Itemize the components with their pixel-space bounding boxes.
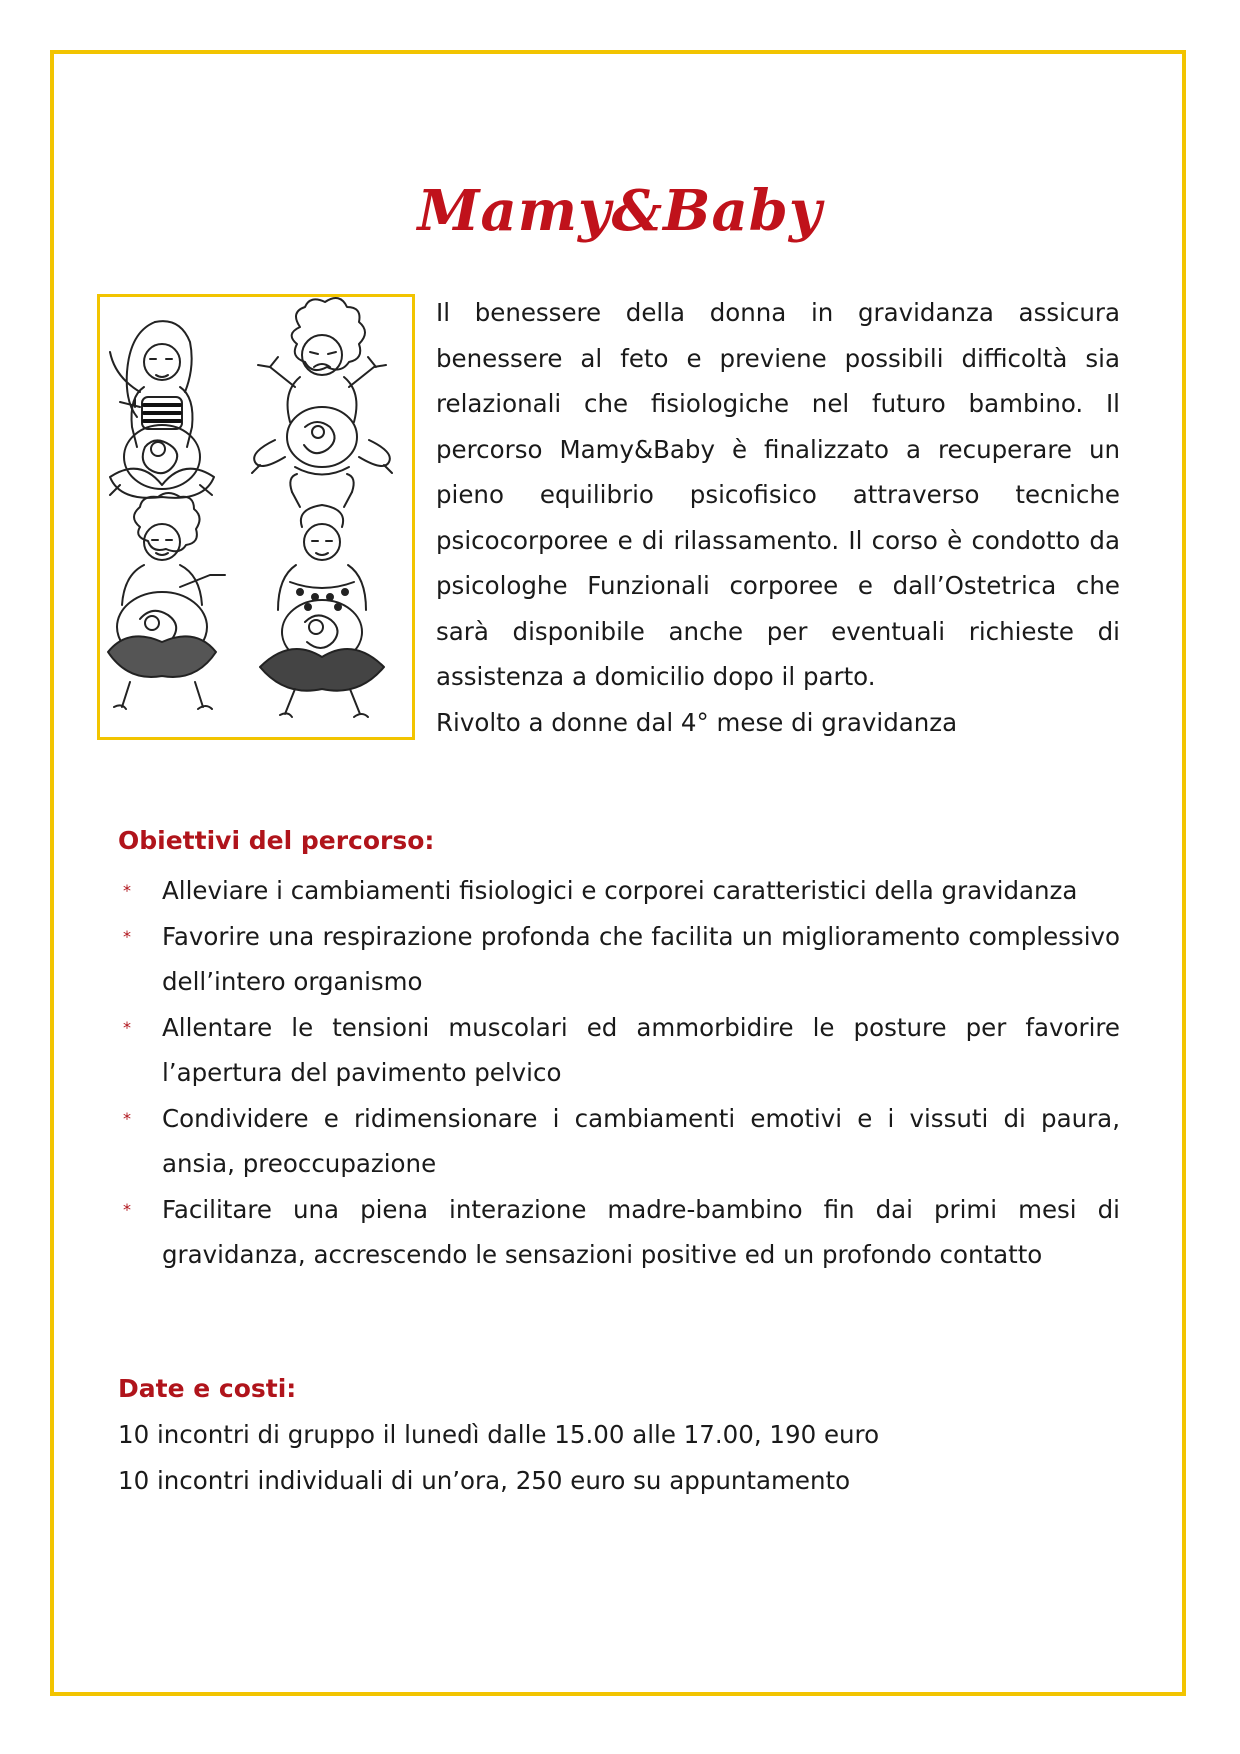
target-audience: Rivolto a donne dal 4° mese di gravidanza (436, 707, 958, 737)
asterisk-bullet-icon: * (123, 1199, 131, 1219)
objectives-list (118, 868, 1120, 1278)
objectives-heading: Obiettivi del percorso: (118, 826, 435, 855)
list-item (118, 1096, 1120, 1187)
objective-text: Alleviare i cambiamenti fisiologici e corporei caratteristici della gravidanza (162, 876, 1078, 905)
objective-text: Allentare le tensioni muscolari ed ammorbidire le posture per favorire l’apertura del pavimento pelvico (162, 1012, 1120, 1087)
intro-text (436, 290, 1120, 745)
list-item (118, 868, 1120, 914)
page-title: Mamy&Baby (417, 177, 823, 244)
pricing-line-group: 10 incontri di gruppo il lunedì dalle 15.00 alle 17.00, 190 euro (118, 1420, 880, 1449)
objective-text: Facilitare una piena interazione madre-bambino fin dai primi mesi di gravidanza, accrescendo le sensazioni positive ed un profondo contatto (162, 1194, 1120, 1269)
figure-top-right (252, 298, 392, 475)
objective-text: Favorire una respirazione profonda che facilita un miglioramento complessivo dell’intero organismo (162, 921, 1120, 996)
list-item (118, 1187, 1120, 1278)
intro-paragraph: Il benessere della donna in gravidanza assicura benessere al feto e previene possibili difficoltà sia relazionali che fisiologiche nel futuro bambino. Il percorso Mamy&Baby è finalizzato a recuperare un pieno equilibrio psicofisico attraverso tecniche psicocorporee e di rilassamento. Il corso è condotto da psicologhe Funzionali corporee e dall’Ostetrica che sarà disponibile anche per eventuali richieste di assistenza a domicilio dopo il parto. (436, 298, 1120, 691)
dates-and-costs (118, 1412, 1120, 1503)
pregnant-women-illustration (97, 294, 415, 740)
pregnant-women-drawing-icon (100, 297, 412, 737)
list-item (118, 914, 1120, 1005)
dates-heading: Date e costi: (118, 1374, 297, 1403)
asterisk-bullet-icon: * (123, 1108, 131, 1128)
asterisk-bullet-icon: * (123, 926, 131, 946)
asterisk-bullet-icon: * (123, 1017, 131, 1037)
list-item (118, 1005, 1120, 1096)
pricing-line-individual: 10 incontri individuali di un’ora, 250 euro su appuntamento (118, 1465, 851, 1495)
figure-bottom-left (108, 493, 225, 709)
objective-text: Condividere e ridimensionare i cambiamenti emotivi e i vissuti di paura, ansia, preoccupazione (162, 1103, 1120, 1178)
figure-top-left (110, 321, 214, 498)
asterisk-bullet-icon: * (123, 881, 131, 900)
figure-bottom-right (260, 474, 384, 717)
